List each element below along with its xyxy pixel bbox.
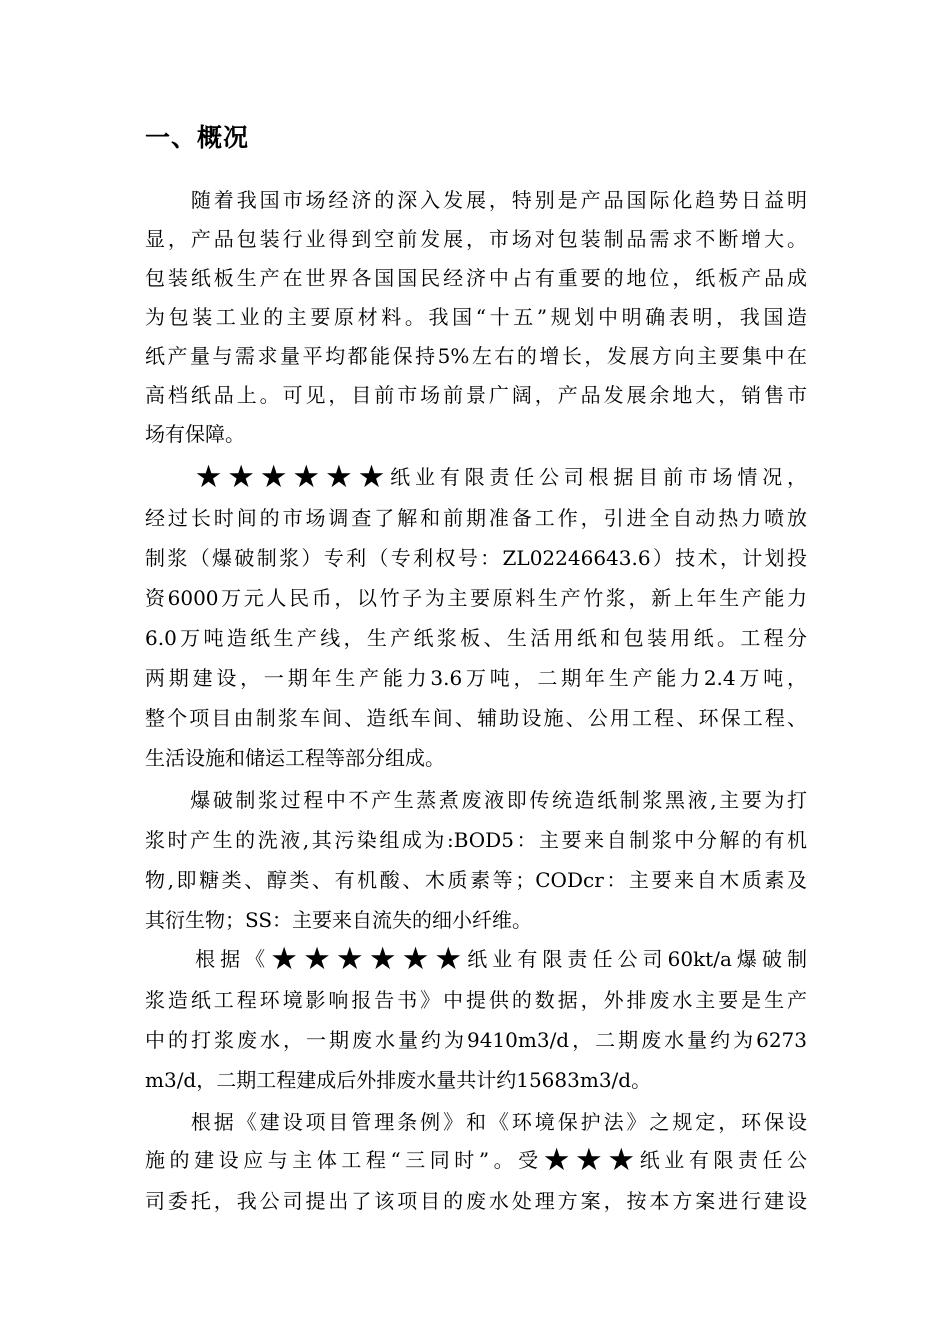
- text-line: m3/d，二期工程建成后外排废水量共计约15683m3/d。: [145, 1068, 652, 1092]
- text-line: 资6000万元人民币，以竹子为主要原料生产竹浆，新上年生产能力: [145, 586, 807, 610]
- text-line: 两期建设，一期年生产能力3.6万吨，二期年生产能力2.4万吨，: [145, 666, 807, 690]
- indent: [145, 465, 195, 489]
- text-line: 经过长时间的市场调查了解和前期准备工作，引进全自动热力喷放: [145, 506, 807, 530]
- text-line: 根据《建设项目管理条例》和《环境保护法》之规定，环保设: [145, 1110, 807, 1134]
- text-line: [145, 943, 807, 975]
- text-segment: 纸业有限责任公司60kt/a爆破制: [467, 947, 807, 971]
- section-heading: 一、概况: [145, 123, 250, 152]
- text-line: 其衍生物；SS：主要来自流失的细小纤维。: [145, 908, 533, 932]
- text-line: 生活设施和储运工程等部分组成。: [145, 746, 445, 770]
- redacted-company-stars: ★★★★★★: [270, 943, 468, 975]
- text-line: 高档纸品上。可见，目前市场前景广阔，产品发展余地大，销售市: [145, 383, 807, 407]
- text-line: 司委托，我公司提出了该项目的废水处理方案，按本方案进行建设: [145, 1189, 807, 1213]
- text-line: 显，产品包装行业得到空前发展，市场对包装制品需求不断增大。: [145, 227, 807, 251]
- text-line: 随着我国市场经济的深入发展，特别是产品国际化趋势日益明: [145, 188, 807, 212]
- text-line: 浆时产生的洗液,其污染组成为:BOD5：主要来自制浆中分解的有机: [145, 828, 807, 852]
- text-line: 包装纸板生产在世界各国国民经济中占有重要的地位，纸板产品成: [145, 266, 807, 290]
- text-line: 纸产量与需求量平均都能保持5%左右的增长，发展方向主要集中在: [145, 344, 807, 368]
- text-line: 爆破制浆过程中不产生蒸煮废液即传统造纸制浆黑液,主要为打: [145, 788, 807, 812]
- redacted-company-stars: ★★★★★★: [194, 461, 391, 493]
- text-line: 场有保障。: [145, 422, 245, 446]
- text-segment: 施的建设应与主体工程“三同时”。受: [145, 1148, 543, 1172]
- text-segment: 根据《: [145, 947, 271, 971]
- text-line: 6.0万吨造纸生产线，生产纸浆板、生活用纸和包装用纸。工程分: [145, 626, 807, 650]
- redacted-company-stars: ★★★: [542, 1144, 640, 1176]
- text-line: 制浆（爆破制浆）专利（专利权号：ZL02246643.6）技术，计划投: [145, 546, 807, 570]
- text-line: 整个项目由制浆车间、造纸车间、辅助设施、公用工程、环保工程、: [145, 706, 807, 730]
- text-line: 为包装工业的主要原材料。我国“十五”规划中明确表明，我国造: [145, 305, 807, 329]
- text-segment: 纸业有限责任公: [639, 1148, 807, 1172]
- text-line: 浆造纸工程环境影响报告书》中提供的数据，外排废水主要是生产: [145, 988, 807, 1012]
- text-line: 中的打浆废水，一期废水量约为9410m3/d，二期废水量约为6273: [145, 1028, 807, 1052]
- text-line: [145, 461, 807, 493]
- text-line: [145, 1144, 807, 1176]
- text-line: 物,即糖类、醇类、有机酸、木质素等；CODcr：主要来自木质素及: [145, 868, 807, 892]
- text-segment: 纸业有限责任公司根据目前市场情况，: [390, 465, 807, 489]
